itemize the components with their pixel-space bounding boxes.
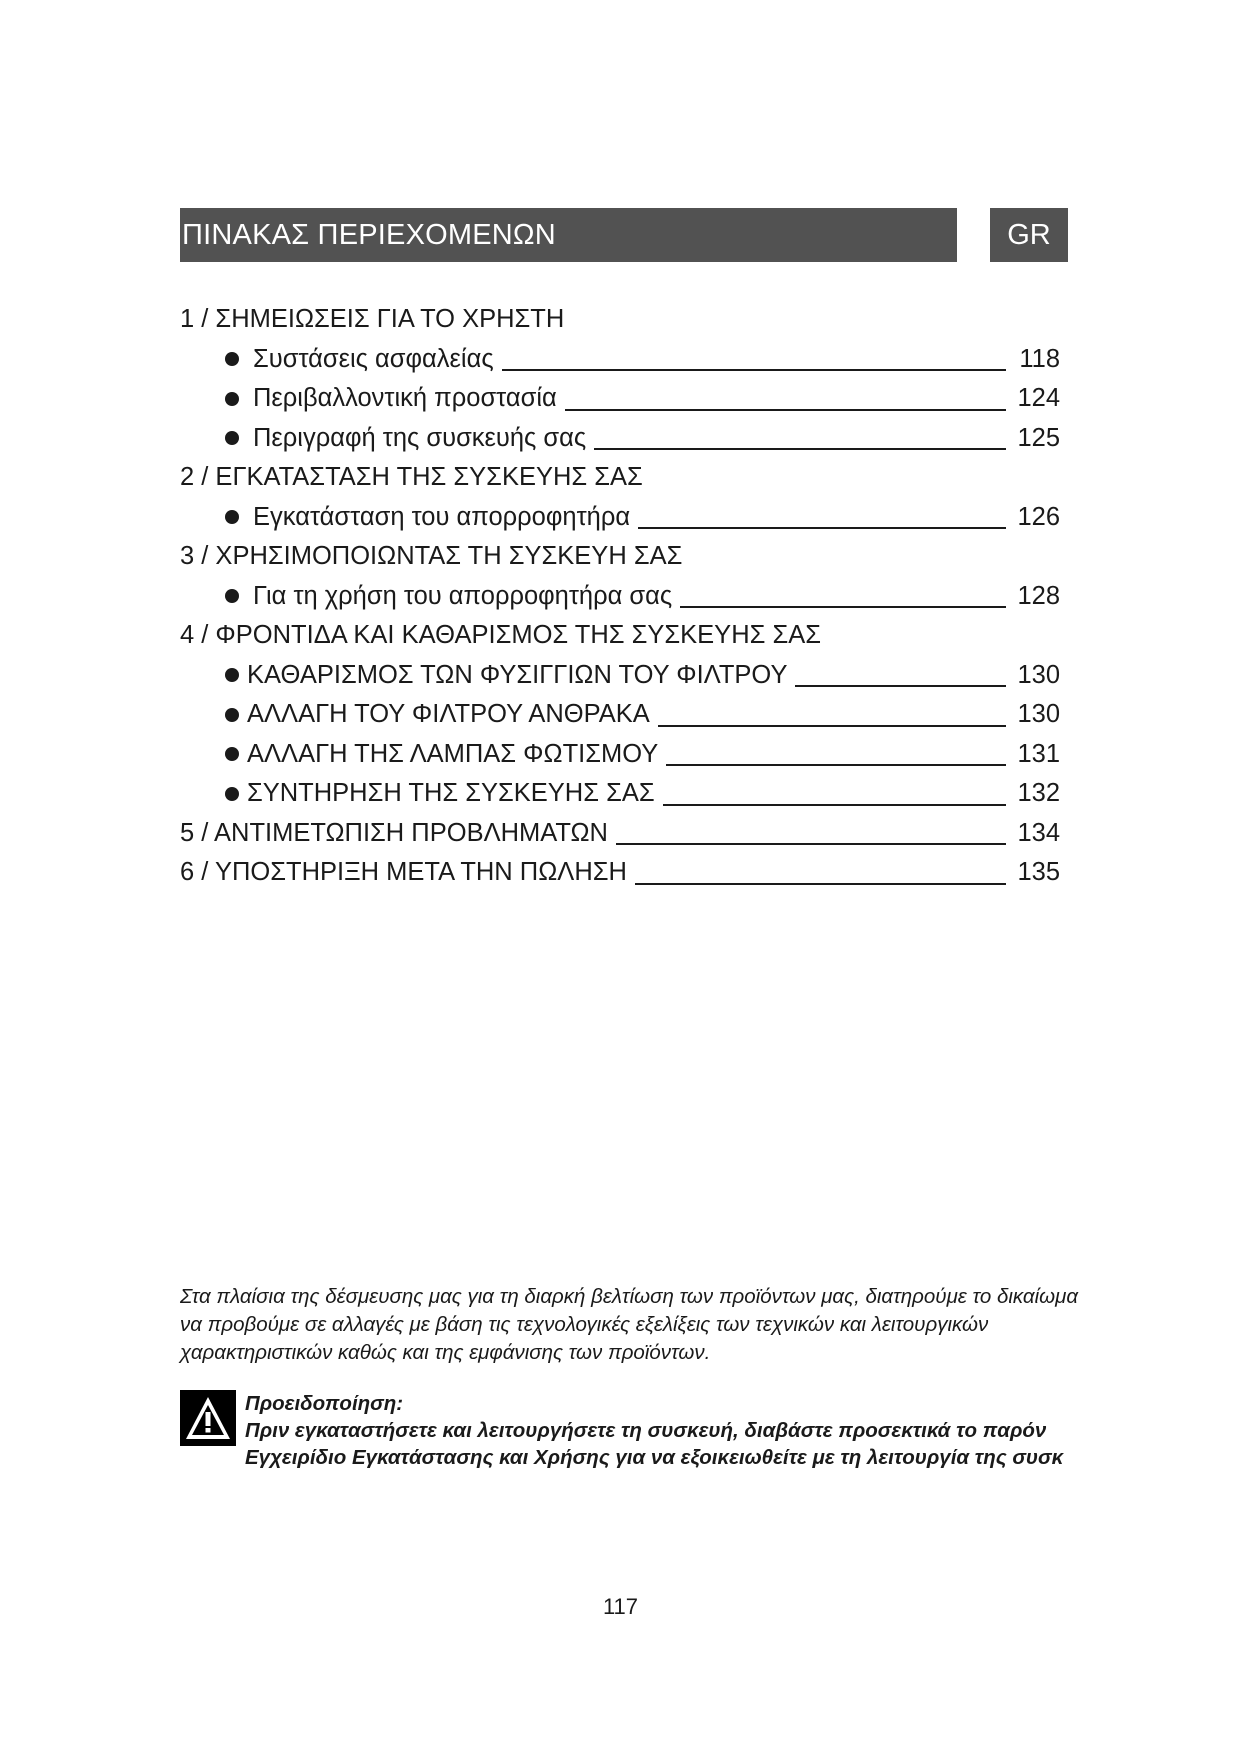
toc-page-number: 135 — [1017, 858, 1060, 887]
leader-line — [680, 606, 1006, 608]
toc-entry-section-6[interactable] — [180, 853, 1060, 893]
page-title: ΠΙΝΑΚΑΣ ΠΕΡΙΕΧΟΜΕΝΩΝ — [182, 218, 556, 251]
toc-page-number: 118 — [1019, 344, 1060, 373]
toc-entry-installation[interactable] — [180, 498, 1060, 538]
toc-entry-label: ΑΛΛΑΓΗ ΤΟΥ ΦΙΛΤΡΟΥ ΑΝΘΡΑΚΑ — [247, 700, 650, 729]
bullet-icon — [225, 352, 239, 366]
toc-entry-label: 1 / ΣΗΜΕΙΩΣΕΙΣ ΓΙΑ ΤΟ ΧΡΗΣΤΗ — [180, 305, 565, 334]
toc-entry-label: ΣΥΝΤΗΡΗΣΗ ΤΗΣ ΣΥΣΚΕΥΗΣ ΣΑΣ — [247, 779, 655, 808]
toc-entry-safety[interactable] — [180, 340, 1060, 380]
disclaimer-text: Στα πλαίσια της δέσμευσης μας για τη διαρκή βελτίωση των προϊόντων μας, διατηρούμε το δικαίωμα να προβούμε σε αλλαγές με βάση τις τεχνολογικές εξελίξεις των τεχνικών και λειτουργικών χαρακτηριστικών καθώς και της εμφάνισης των προϊόντων. — [180, 1285, 1079, 1364]
toc-entry-section-3[interactable] — [180, 537, 1060, 577]
toc-entry-usage[interactable] — [180, 577, 1060, 617]
toc-page-number: 132 — [1017, 779, 1060, 808]
leader-line — [616, 843, 1006, 845]
toc-entry-environment[interactable] — [180, 379, 1060, 419]
leader-line — [795, 685, 1006, 687]
bullet-icon — [225, 708, 239, 722]
toc-page-number: 125 — [1017, 423, 1060, 452]
leader-line — [502, 369, 1006, 371]
toc-page-number: 124 — [1017, 384, 1060, 413]
toc-entry-section-1[interactable] — [180, 300, 1060, 340]
leader-line — [638, 527, 1006, 529]
page-number: 117 — [602, 1594, 639, 1619]
bullet-icon — [225, 589, 239, 603]
leader-line — [565, 409, 1006, 411]
toc-entry-description[interactable] — [180, 419, 1060, 459]
toc-page-number: 126 — [1017, 502, 1060, 531]
warning-title: Προειδοποίηση: — [245, 1392, 404, 1415]
toc-entry-maintenance[interactable] — [180, 774, 1060, 814]
toc-header-bar — [180, 208, 957, 262]
leader-line — [635, 883, 1006, 885]
toc-entry-section-5[interactable] — [180, 814, 1060, 854]
toc-page-number: 134 — [1017, 818, 1060, 847]
bullet-icon — [225, 787, 239, 801]
toc-entry-section-2[interactable] — [180, 458, 1060, 498]
warning-triangle-icon — [180, 1390, 236, 1446]
toc-entry-label: Περιγραφή της συσκευής σας — [253, 423, 587, 452]
toc-page-number: 128 — [1017, 581, 1060, 610]
toc-entry-label: Περιβαλλοντική προστασία — [253, 384, 557, 413]
leader-line — [594, 448, 1006, 450]
toc-entry-label: 5 / ΑΝΤΙΜΕΤΩΠΙΣΗ ΠΡΟΒΛΗΜΑΤΩΝ — [180, 818, 608, 847]
toc-entry-label: Εγκατάσταση του απορροφητήρα — [253, 502, 631, 531]
toc-entry-section-4[interactable] — [180, 616, 1060, 656]
toc-page-number: 130 — [1017, 660, 1060, 689]
toc-entry-label: Συστάσεις ασφαλείας — [253, 344, 494, 373]
bullet-icon — [225, 392, 239, 406]
bullet-icon — [225, 747, 239, 761]
toc-page-number: 131 — [1017, 739, 1060, 768]
toc-entry-label: 6 / ΥΠΟΣΤΗΡΙΞΗ ΜΕΤΑ ΤΗΝ ΠΩΛΗΣΗ — [180, 858, 627, 887]
toc-entry-carbon-filter[interactable] — [180, 695, 1060, 735]
leader-line — [658, 725, 1006, 727]
table-of-contents — [180, 300, 1060, 893]
warning-text: Πριν εγκαταστήσετε και λειτουργήσετε τη συσκευή, διαβάστε προσεκτικά το παρόν Εγχειρίδιο Εγκατάστασης και Χρήσης για να εξοικειωθείτε με τη λειτουργία της συσκ — [245, 1419, 1064, 1469]
bullet-icon — [225, 510, 239, 524]
leader-line — [666, 764, 1006, 766]
warning-notice — [180, 1390, 1080, 1471]
toc-entry-filter-cleaning[interactable] — [180, 656, 1060, 696]
language-label: GR — [1007, 218, 1051, 251]
toc-entry-label: ΚΑΘΑΡΙΣΜΟΣ ΤΩΝ ΦΥΣΙΓΓΙΩΝ ΤΟΥ ΦΙΛΤΡΟΥ — [247, 660, 788, 689]
language-badge — [990, 208, 1068, 262]
bullet-icon — [225, 668, 239, 682]
toc-entry-label: ΑΛΛΑΓΗ ΤΗΣ ΛΑΜΠΑΣ ΦΩΤΙΣΜΟΥ — [247, 739, 659, 768]
bullet-icon — [225, 431, 239, 445]
leader-line — [663, 804, 1006, 806]
toc-page-number: 130 — [1017, 700, 1060, 729]
toc-entry-label: Για τη χρήση του απορροφητήρα σας — [253, 581, 673, 610]
toc-entry-label: 4 / ΦΡΟΝΤΙΔΑ ΚΑΙ ΚΑΘΑΡΙΣΜΟΣ ΤΗΣ ΣΥΣΚΕΥΗΣ ΣΑΣ — [180, 621, 821, 650]
toc-entry-lamp[interactable] — [180, 735, 1060, 775]
toc-entry-label: 2 / ΕΓΚΑΤΑΣΤΑΣΗ ΤΗΣ ΣΥΣΚΕΥΗΣ ΣΑΣ — [180, 463, 643, 492]
toc-entry-label: 3 / ΧΡΗΣΙΜΟΠΟΙΩΝΤΑΣ ΤΗ ΣΥΣΚΕΥΗ ΣΑΣ — [180, 542, 683, 571]
